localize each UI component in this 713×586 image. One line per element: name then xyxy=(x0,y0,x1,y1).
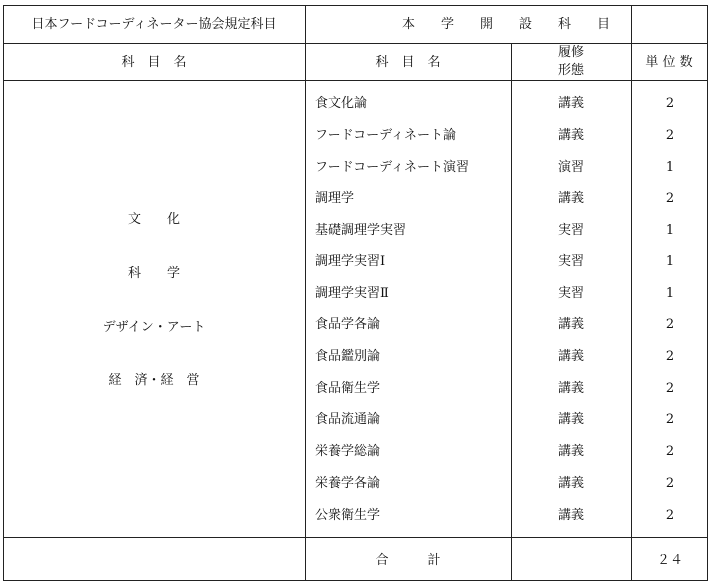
course-units: 1 xyxy=(665,223,675,238)
total-label: 合 計 xyxy=(375,553,441,568)
course-name: 公衆衛生学 xyxy=(315,508,381,523)
course-name: 栄養学総論 xyxy=(315,444,381,459)
header-divider-1 xyxy=(3,43,708,44)
table-border-right xyxy=(707,5,708,581)
course-form: 講義 xyxy=(557,349,585,364)
course-form: 実習 xyxy=(557,223,585,238)
course-name: 食品流通論 xyxy=(315,412,381,427)
header-university-subjects: 本 学 開 設 科 目 xyxy=(401,17,611,32)
curriculum-table xyxy=(3,5,708,581)
course-name: 食文化論 xyxy=(315,96,368,111)
course-form: 講義 xyxy=(557,476,585,491)
header-form-line1: 履修 xyxy=(557,45,585,60)
column-divider-form xyxy=(511,43,512,581)
course-name: 食品学各論 xyxy=(315,317,381,332)
header-units: 単 位 数 xyxy=(645,55,693,70)
header-divider-2 xyxy=(3,80,708,81)
course-name: 食品鑑別論 xyxy=(315,349,381,364)
column-divider-units xyxy=(631,5,632,581)
course-form: 講義 xyxy=(557,444,585,459)
category-culture: 文 化 xyxy=(127,212,181,227)
header-jfca-subjects: 日本フードコーディネーター協会規定科目 xyxy=(31,17,277,32)
course-name: 基礎調理学実習 xyxy=(315,223,407,238)
course-name: 調理学 xyxy=(315,191,355,206)
total-units: ２４ xyxy=(656,553,684,568)
course-name: 調理学実習Ⅱ xyxy=(315,286,389,301)
header-subject-name-right: 科 目 名 xyxy=(375,55,441,70)
course-units: 2 xyxy=(665,317,675,332)
course-units: 2 xyxy=(665,191,675,206)
course-units: 2 xyxy=(665,508,675,523)
course-units: 1 xyxy=(665,286,675,301)
course-form: 講義 xyxy=(557,317,585,332)
header-form-line2: 形態 xyxy=(557,63,585,78)
course-name: 調理学実習Ⅰ xyxy=(315,254,386,269)
course-units: 2 xyxy=(665,476,675,491)
course-form: 講義 xyxy=(557,508,585,523)
course-form: 実習 xyxy=(557,254,585,269)
course-units: 2 xyxy=(665,381,675,396)
course-form: 講義 xyxy=(557,128,585,143)
column-divider-main xyxy=(305,5,306,581)
category-design-art: デザイン・アート xyxy=(102,320,206,335)
course-units: 2 xyxy=(665,128,675,143)
course-units: 1 xyxy=(665,160,675,175)
course-form: 講義 xyxy=(557,381,585,396)
course-name: フードコーディネート演習 xyxy=(315,160,470,175)
course-form: 講義 xyxy=(557,412,585,427)
course-name: 食品衛生学 xyxy=(315,381,381,396)
table-border-top xyxy=(3,5,708,6)
category-economics-management: 経 済・経 営 xyxy=(108,373,200,388)
course-units: 1 xyxy=(665,254,675,269)
course-name: フードコーディネート論 xyxy=(315,128,457,143)
table-border-left xyxy=(3,5,4,581)
course-units: 2 xyxy=(665,96,675,111)
table-border-bottom xyxy=(3,580,708,581)
header-subject-name-left: 科 目 名 xyxy=(121,55,187,70)
footer-divider xyxy=(3,537,708,538)
category-science: 科 学 xyxy=(127,266,181,281)
course-form: 講義 xyxy=(557,191,585,206)
course-form: 実習 xyxy=(557,286,585,301)
course-units: 2 xyxy=(665,444,675,459)
course-form: 演習 xyxy=(557,160,585,175)
course-form: 講義 xyxy=(557,96,585,111)
course-units: 2 xyxy=(665,412,675,427)
course-units: 2 xyxy=(665,349,675,364)
course-name: 栄養学各論 xyxy=(315,476,381,491)
